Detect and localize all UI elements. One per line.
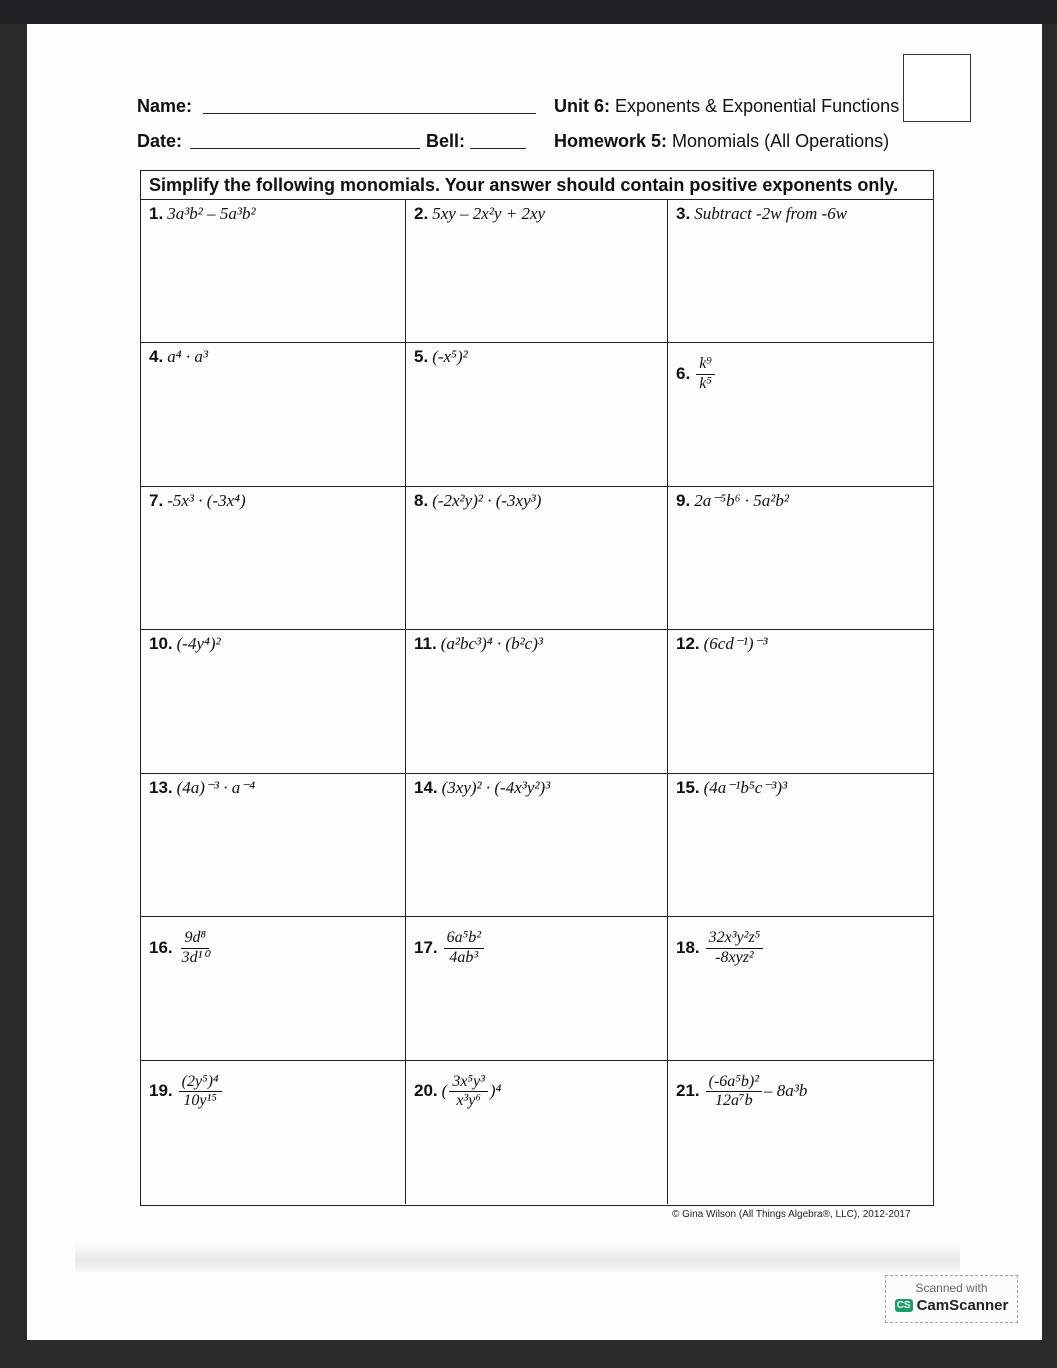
problem-expression: 3a³b² – 5a³b² [167,204,256,223]
homework-title: Homework 5: Monomials (All Operations) [554,131,890,151]
problem-cell [406,200,668,343]
problem-cell [668,343,933,486]
viewer-top-bar [0,0,1057,24]
problem-cell [668,200,933,343]
problem-fraction-row [414,1073,659,1111]
problem-number: 18. [676,938,700,958]
score-box [903,54,971,122]
problem-expression: (4a)⁻³ · a⁻⁴ [176,777,256,797]
problem-fraction-row [676,355,925,393]
problem-number: 14. [414,777,438,797]
problem-number: 15. [676,777,700,797]
problem-number: 11. [414,634,437,654]
problem-cell [141,774,406,917]
problem-cell [406,487,668,630]
camscanner-logo-icon: CS [896,1300,911,1311]
problem-rows [141,200,933,1204]
problem-expression: a⁴ · a³ [167,347,208,367]
instructions: Simplify the following monomials. Your answer should contain positive exponents only. [141,171,933,200]
fraction-numerator: 9d⁸ [181,929,209,948]
fraction-numerator: k⁹ [696,355,715,374]
problem-cell [406,917,668,1060]
problem-fraction-row [676,929,925,967]
problem-number: 5. [414,347,429,367]
problem-fraction [179,929,212,967]
problem-fraction-row [676,1073,925,1111]
bell-label: Bell: [426,131,466,151]
camscanner-caption: Scanned with [915,1281,988,1295]
problem-cell [141,917,406,1060]
problem-expression: (6cd⁻¹)⁻³ [703,634,768,654]
problem-number: 6. [676,364,691,384]
open-paren: ( [441,1081,448,1101]
problem-expression: (4a⁻¹b⁵c⁻³)³ [703,777,788,797]
problem-fraction-row [414,929,659,967]
problem-cell [141,487,406,630]
fraction-numerator: (-6a⁵b)² [706,1073,762,1092]
unit-title: Unit 6: Exponents & Exponential Functions [554,96,900,116]
problem-cell [406,1061,668,1204]
problem-cell [406,774,668,917]
problem-fraction [706,1073,762,1111]
problem-number: 8. [414,490,429,510]
problem-expression: (3xy)² · (-4x³y²)³ [441,777,551,797]
problem-number: 9. [676,490,691,510]
fraction-numerator: 3x⁵y³ [449,1073,488,1092]
camscanner-brand [886,1297,1017,1314]
problem-cell [141,343,406,486]
fraction-denominator: -8xyz² [715,948,754,966]
problem-number: 7. [149,490,164,510]
name-blank [203,113,536,114]
fraction-numerator: 32x³y²z⁵ [706,929,764,948]
fraction-numerator: (2y⁵)⁴ [179,1073,222,1092]
problem-fraction [696,355,715,393]
fraction-numerator: 6a⁵b² [444,929,484,948]
problem-cell [668,630,933,773]
problem-fraction-row [149,1073,397,1111]
problem-number: 10. [149,634,173,654]
problem-number: 16. [149,938,173,958]
date-label: Date: [137,131,183,151]
fraction-denominator: 10y¹⁵ [183,1091,217,1109]
camscanner-brand-name: CamScanner [916,1297,1009,1314]
problem-number: 12. [676,634,700,654]
problem-fraction-row [149,929,397,967]
problem-number: 19. [149,1081,173,1101]
problem-grid [140,170,934,1206]
problem-number: 21. [676,1081,700,1101]
problem-number: 1. [149,204,164,223]
problem-expression: 2a⁻⁵b⁶ · 5a²b² [694,490,789,510]
problem-fraction [706,929,764,967]
fraction-denominator: x³y⁶ [456,1091,481,1109]
fraction-denominator: 3d¹⁰ [181,948,209,966]
problem-cell [668,774,933,917]
problem-expression: (-4y⁴)² [176,634,221,654]
fraction-denominator: 4ab³ [449,948,479,966]
problem-number: 3. [676,204,691,223]
problem-expression: (-2x²y)² · (-3xy³) [432,490,542,510]
problem-number: 17. [414,938,438,958]
problem-expression: (a²bc³)⁴ · (b²c)³ [440,634,543,654]
problem-expression: (-x⁵)² [432,347,468,367]
scan-shadow [75,1242,960,1272]
problem-cell [141,200,406,343]
problem-fraction [444,929,484,967]
problem-cell [668,1061,933,1204]
problem-cell [406,630,668,773]
camscanner-watermark [885,1275,1018,1323]
problem-cell [141,1061,406,1204]
problem-cell [668,487,933,630]
problem-fraction [449,1073,488,1111]
problem-tail: – 8a³b [763,1081,808,1101]
problem-cell [141,630,406,773]
fraction-denominator: k⁵ [699,374,712,392]
close-paren: )⁴ [489,1081,502,1101]
problem-cell [668,917,933,1060]
problem-number: 4. [149,347,164,367]
problem-expression: 5xy – 2x²y + 2xy [432,204,546,223]
problem-expression: -5x³ · (-3x⁴) [167,490,246,510]
bell-blank [470,148,526,149]
date-blank [190,148,420,149]
problem-expression: Subtract -2w from -6w [694,204,848,223]
problem-fraction [179,1073,222,1111]
copyright: © Gina Wilson (All Things Algebra®, LLC), 2012-2017 [672,1209,911,1220]
fraction-denominator: 12a⁷b [715,1091,753,1109]
problem-number: 13. [149,777,173,797]
problem-number: 2. [414,204,429,223]
problem-cell [406,343,668,486]
name-label: Name: [137,96,193,116]
problem-number: 20. [414,1081,438,1101]
